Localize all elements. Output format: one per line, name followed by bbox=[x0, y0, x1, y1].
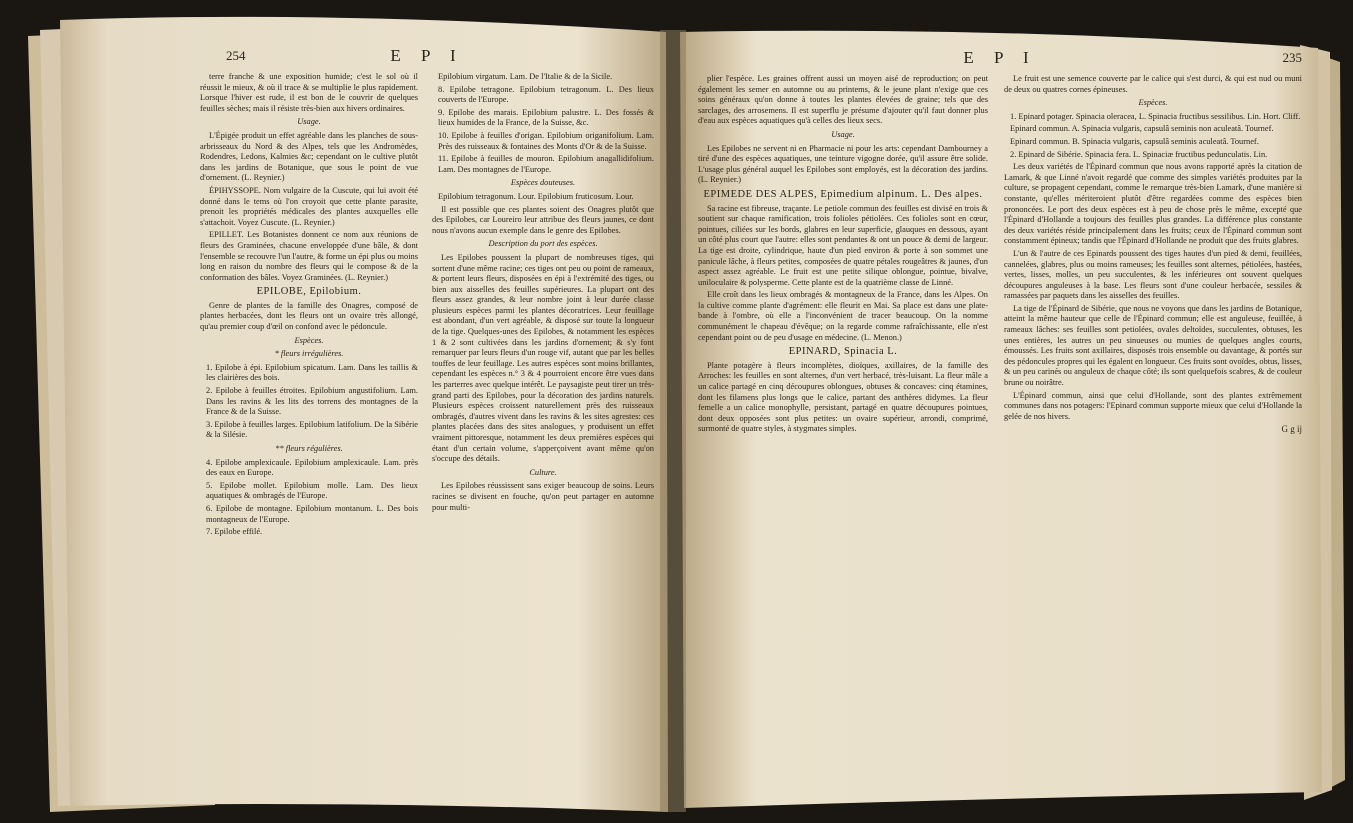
species-item: Epilobium tetragonum. Lour. Epilobium fruticosum. Lour. bbox=[438, 191, 634, 201]
species-item: 7. Epilobe effilé. bbox=[206, 527, 263, 537]
section-heading: Usage. bbox=[297, 117, 321, 127]
paragraph: Les Epilobes poussent la plupart de nombreuses tiges, qui sortent d'une même racine; ces tiges ont peu ou point de rameaux, & portent leurs fleurs, disposées en épi à l'extrémité des tiges, ou bien aux aisselles des feuilles supérieures. La plupart ont des fleurs assez grandes, & leur nombre joint à leur durée classe plusieurs espèces parmi les plantes décoratrices. Leur feuillage est abondant, d'un vert agréable, & disposé sur toute la longueur de la tige. Quelques-unes des Epilobes, & notamment les espèces 1 & 2 sont cultivées dans les jardins d'ornement; & s'y font remarquer par leurs fleurs d'un rouge vif, autant que par les belles touffes de leur feuillage. Les autres espèces sont moins brillantes, cependant les espèces n.° 3 & 4 pourroient encore être vues dans les parterres avec quelque intérêt. Le paysagiste peut tirer un très-grand parti des Epilobes, pour la décoration des jardins naturels. Plusieurs espèces croissent naturellement près des ruisseaux ombragés, d'autres vivent dans les ravins & les sites agrestes: ces plantes placées dans des sites analogues, y produisent un effet vraiment pittoresque, notamment les deux premières espèces qui étant d'un certain volume, s'apperçoivent avant même qu'on s'occupe des détails. bbox=[432, 252, 654, 464]
section-heading: Espèces. bbox=[1138, 98, 1168, 108]
left-column-2 bbox=[432, 72, 654, 776]
left-page bbox=[196, 46, 658, 786]
species-item: 5. Epilobe mollet. Epilobium molle. Lam. Des lieux aquatiques & ombragés de l'Europe. bbox=[206, 480, 418, 501]
entry-heading: EPIMEDE DES ALPES, Epimedium alpinum. L. Des alpes. bbox=[703, 188, 983, 200]
paragraph: Plante potagère à fleurs incomplètes, dioïques, axillaires, de la famille des Arroches: les feuilles en sont alternes, d'un vert herbacé, très-luisant. La fleur mâle a un calice partagé en cinq découpures oblongues, obtuses & concaves: cinq étamines, dont les filamens plus longs que le calice, partant des anthères didymes. La fleur femelle a un calice monophylle, persistant, partagé en quatre découpures pointues, dont deux opposées sont plus petites: un ovaire supérieur, arrondi, comprimé, surmonté de quatre styles, à stygmates simples. bbox=[698, 360, 988, 434]
paragraph: L'Épigée produit un effet agréable dans les planches de sous-arbrisseaux du Nord & des Alpes, tels que les Andromèdes, Rodendres, Ledons, Kalmies &c; cependant on le cultive plutôt dans les jardins de Botanique, que sous le point de vue d'ornement. (L. Reynier.) bbox=[200, 130, 418, 183]
species-item: 1. Epinard potager. Spinacia oleracea, L. Spinacia fructibus sessilibus. Lin. Hort. Cliff. bbox=[1010, 111, 1301, 121]
paragraph: Le fruit est une semence couverte par le calice qui s'est durci, & qui est nud ou muni de deux ou quatres cornes épineuses. bbox=[1004, 74, 1302, 94]
paragraph: Sa racine est fibreuse, traçante. Le petiole commun des feuilles est divisé en trois & soutient sur chaque ramification, trois folioles pétiolées. Ces folioles sont en cœur, pointues, ciliées sur les bords, glabres en leur superficie, glauques en dessous, ayant un côté plus court que l'autre: elles sont pendantes & ont un pouce & demi de largeur. La tige est droite, cylindrique, haute d'un pied environ & porte à son sommet une panicule lâche, à fleurs petites, composées de quatre pétales rougeâtres & jaunes, d'un aspect assez agréable. Le fruit est une petite silique oblongue, pointue, bivalve, uniloculaire & polysperme. Cette plante est de la quatrième classe de Linné. bbox=[698, 203, 988, 287]
species-item: 3. Epilobe à feuilles larges. Epilobium latifolium. De la Sibérie & la Silésie. bbox=[206, 419, 418, 440]
species-item: 2. Epinard de Sibérie. Spinacia fera. L. Spinaciæ fructibus pedunculatis. Lin. bbox=[1010, 149, 1268, 159]
paragraph: L'un & l'autre de ces Epinards poussent des tiges hautes d'un pied & demi, feuillées, cannelées, glabres, plus ou moins rameuses; les feuilles sont alternes, pétiolées, hastées, vertes, lisses, molles, un peu succulentes, & les inférieures ont souvent quelques découpures anguleuses à la base. Les fleurs sont d'une couleur herbacée, sessiles & ramassées par paquets dans les aisselles des feuilles. bbox=[1004, 248, 1302, 301]
paragraph: Genre de plantes de la famille des Onagres, composé de plantes herbacées, dont les fleurs ont un ovaire très allongé, qu'au premier coup d'œil on confond avec le pédoncule. bbox=[200, 300, 418, 332]
left-column-1 bbox=[200, 72, 418, 776]
section-heading: Description du port des espèces. bbox=[488, 239, 598, 249]
section-heading: Culture. bbox=[529, 467, 557, 477]
subsection-heading: ** fleurs régulières. bbox=[275, 444, 343, 453]
species-item: 9. Epilobe des marais. Epilobium palustre. L. Des fossés & lieux humides de la France, de la Suisse, &c. bbox=[438, 107, 654, 128]
paragraph: terre franche & une exposition humide; c'est le sol où il réussit le mieux, & où il trace & se multiplie le plus rapidement. Lorsque l'hiver est rude, il est bon de le couvrir de quelques feuilles sèches; mais il résiste très-bien aux hivers ordinaires. bbox=[200, 72, 418, 113]
paragraph: plier l'espèce. Les graines offrent aussi un moyen aisé de reproduction; on peut également les semer en automne ou au printems, & le jeune plant n'exige que ces soins généraux qu'on donne à toutes les plantes élevées de graine; tels que des sarclages, des arrosemens. Il est superflu je présume d'ajouter qu'il faut donner plus d'eau aux espèces aquatiques qu'à celles des lieux secs. bbox=[698, 74, 988, 126]
paragraph: Les Epilobes réussissent sans exiger beaucoup de soins. Leurs racines se divisent en fouche, qu'on peut partager en automne pour multi- bbox=[432, 481, 654, 512]
species-item: 4. Epilobe amplexicaule. Epilobium amplexicaule. Lam. près des eaux en Europe. bbox=[206, 457, 418, 478]
right-column-1 bbox=[698, 74, 988, 778]
species-item: 10. Epilobe à feuilles d'origan. Epilobium origanifolium. Lam. Près des ruisseaux & fontaines des Monts d'Or & de la Suisse. bbox=[438, 130, 654, 151]
signature-mark: G g ij bbox=[1281, 424, 1302, 435]
right-page-number: 235 bbox=[1282, 50, 1302, 65]
paragraph: Les deux variétés de l'Épinard commun que nous avons rapporté après la citation de Lamark, & que Linné n'avoit regardé que comme des simples variétés produites par la culture, se propagent cependant, comme le remarque très-bien Lamark, d'une manière si constante, qu'elles mériteroient plutôt d'être regardées comme des espèces bien prononcées. Le port des deux espèces est à peu de chose près le même, excepté que l'Épinard d'Hollande a toujours des feuilles plus grandes. La différence plus constante des deux variétés réside principalement dans les fruits; ceux de l'Épinard commun sont constamment épineux; tandis que l'Épinard d'Hollande ne produit que des fruits glabres. bbox=[1004, 162, 1302, 246]
paragraph: ÉPIHYSSOPE. Nom vulgaire de la Cuscute, qui lui avoit été donné dans le tems où l'on croyoit que cette plante parasite, prenoit les propriétés médicales des plantes auxquelles elle s'attachoit. Voyez Cuscute. (L. Reynier.) bbox=[200, 185, 418, 227]
paragraph: Il est possible que ces plantes soient des Onagres plutôt que des Epilobes, car Loureiro leur attribue des fleurs jaunes, ce dont nous n'avons aucun exemple dans le genre des Epilobes. bbox=[432, 204, 654, 235]
right-column-2 bbox=[1004, 74, 1302, 778]
species-item: Epinard commun. A. Spinacia vulgaris, capsulâ seminis non aculeatâ. Tournef. bbox=[1010, 124, 1274, 134]
left-running-head: 254 E P I bbox=[226, 46, 464, 65]
species-item: 2. Epilobe à feuilles étroites. Epilobium angustifolium. Lam. Dans les ravins & les lits des torrens des montagnes de la France & de la Suisse. bbox=[206, 386, 418, 417]
species-item: 1. Epilobe à épi. Epilobium spicatum. Lam. Dans les taillis & les clairières des bois. bbox=[206, 362, 418, 383]
entry-heading: EPINARD, Spinacia L. bbox=[788, 346, 898, 358]
species-item: Epinard commun. B. Spinacia vulgaris, capsulâ seminis aculeatâ. Tournef. bbox=[1010, 136, 1259, 146]
paragraph: Elle croît dans les lieux ombragés & montagneux de la France, dans les Alpes. On la cultive comme plante d'agrément: elle fleurit en Mai. Sa place est dans une plate-bande à l'ombre, où elle a l'inconvénient de tracer beaucoup. On la nomme communément le chapeau d'évêque; on la regarde comme rafraîchissante, elle n'est cependant point ou de peu d'usage en médecine. (L. Menon.) bbox=[698, 290, 988, 342]
left-page-number: 254 bbox=[226, 48, 246, 63]
species-item: 6. Epilobe de montagne. Epilobium montanum. L. Des bois montagneux de l'Europe. bbox=[206, 503, 418, 524]
species-item: Epilobium virgatum. Lam. De l'Italie & de la Sicile. bbox=[438, 72, 613, 81]
paragraph: Les Epilobes ne servent ni en Pharmacie ni pour les arts: cependant Dambourney a tiré d'une des espèces aquatiques, une teinture vigogne dorée, qu'il assure être solide. L'usage plus général auquel les Epilobes sont employés, est la décoration des jardins. (L. Reynier.) bbox=[698, 143, 988, 185]
paragraph: EPILLET. Les Botanistes donnent ce nom aux réunions de fleurs des Graminées, chacune enveloppée d'une bâle, & dont l'ensemble se recouvre l'un l'autre, & forme un épi plus ou moins long en raison du nombre des fleurs qui le compose & de la conformation des bâles. Voyez Graminées. (L. Reynier.) bbox=[200, 230, 418, 282]
entry-heading: EPILOBE, Epilobium. bbox=[256, 286, 362, 298]
section-heading: Espèces douteuses. bbox=[510, 178, 576, 188]
paragraph: L'Épinard commun, ainsi que celui d'Hollande, sont des plantes extrêmement communes dans nos potagers: l'Epinard commun supporte mieux que celui d'Hollande la gelée de nos hivers. bbox=[1004, 390, 1302, 421]
species-item: 8. Epilobe tetragone. Epilobium tetragonum. L. Des lieux couverts de l'Europe. bbox=[438, 84, 654, 105]
subsection-heading: * fleurs irrégulières. bbox=[274, 349, 344, 359]
species-item: 11. Epilobe à feuilles de mouron. Epilobium anagallidifolium. Lam. Des montagnes de l'Europe. bbox=[438, 154, 654, 174]
section-heading: Usage. bbox=[831, 129, 855, 139]
section-heading: Espèces. bbox=[294, 335, 324, 345]
paragraph: La tige de l'Épinard de Sibérie, que nous ne voyons que dans les jardins de Botanique, atteint la même hauteur que celle de l'Épinard commun; elle est anguleuse, feuillée, à rameaux lâches: ses feuilles sont petiolées, ovales deltoïdes, succulentes, obtuses, les unes entières, les autres un peu sinueuses ou munies de quelques angles courts, émoussés. Les fruits sont axillaires, disposés trois ensemble ou davantage, & portés sur des pédoncules propres qui les égalent en longueur. Ces fruits sont ovoïdes, obtus, lisses, & un peu carinés ou anguleux de chaque côté; ils sont quelquefois scabres, & de couleur brune ou noirâtre. bbox=[1004, 303, 1302, 388]
right-running-head: E P I 235 bbox=[963, 48, 1302, 67]
right-page bbox=[690, 48, 1310, 788]
